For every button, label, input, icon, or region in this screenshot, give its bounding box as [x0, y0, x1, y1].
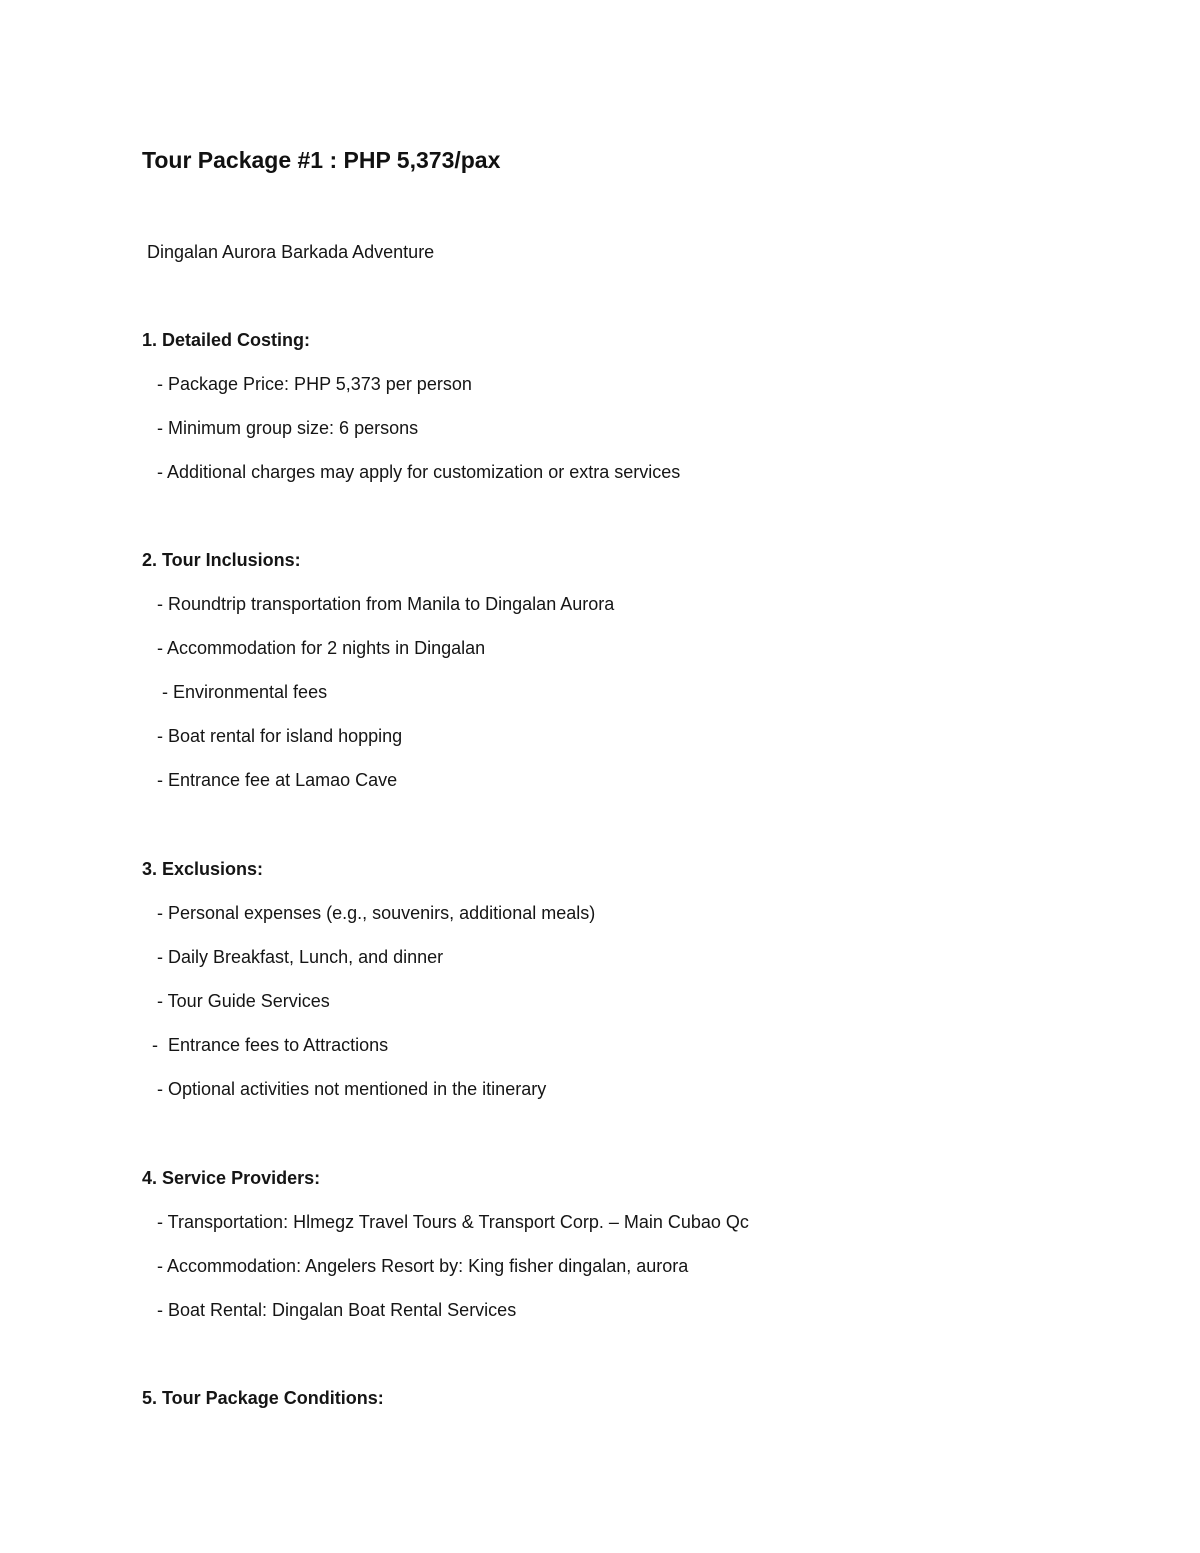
list-item: - Personal expenses (e.g., souvenirs, additional meals)	[142, 903, 596, 923]
section-heading-exclusions: 3. Exclusions:	[142, 859, 264, 879]
list-item: - Daily Breakfast, Lunch, and dinner	[142, 947, 444, 967]
document-title: Tour Package #1 : PHP 5,373/pax	[142, 147, 501, 173]
list-item: - Environmental fees	[142, 682, 328, 702]
list-item: - Transportation: Hlmegz Travel Tours & Transport Corp. – Main Cubao Qc	[142, 1212, 749, 1232]
list-item: - Roundtrip transportation from Manila to Dingalan Aurora	[142, 594, 615, 614]
list-item: - Package Price: PHP 5,373 per person	[142, 374, 472, 394]
section-heading-conditions: 5. Tour Package Conditions:	[142, 1388, 384, 1408]
list-item: - Entrance fees to Attractions	[142, 1035, 389, 1055]
list-item: - Accommodation: Angelers Resort by: King fisher dingalan, aurora	[142, 1256, 689, 1276]
list-item: - Additional charges may apply for customization or extra services	[142, 462, 681, 482]
section-heading-costing: 1. Detailed Costing:	[142, 330, 311, 350]
list-item: - Minimum group size: 6 persons	[142, 418, 419, 438]
list-item: - Boat Rental: Dingalan Boat Rental Services	[142, 1300, 517, 1320]
document-subtitle: Dingalan Aurora Barkada Adventure	[142, 242, 435, 262]
list-item: - Entrance fee at Lamao Cave	[142, 770, 398, 790]
list-item: - Boat rental for island hopping	[142, 726, 403, 746]
list-item: - Accommodation for 2 nights in Dingalan	[142, 638, 486, 658]
section-heading-inclusions: 2. Tour Inclusions:	[142, 550, 301, 570]
section-heading-providers: 4. Service Providers:	[142, 1168, 321, 1188]
list-item: - Optional activities not mentioned in the itinerary	[142, 1079, 547, 1099]
list-item: - Tour Guide Services	[142, 991, 330, 1011]
